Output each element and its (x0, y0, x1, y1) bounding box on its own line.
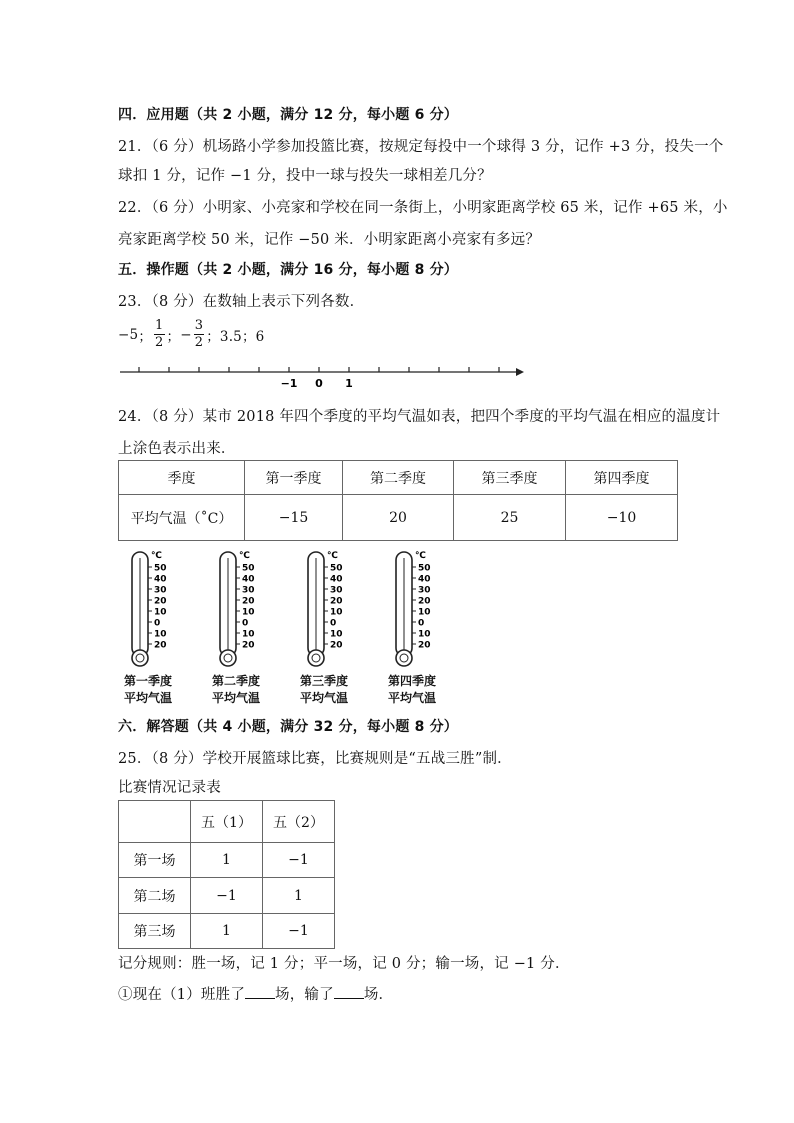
thermometer-label-line: 平均气温 (299, 691, 348, 705)
table-cell: 20 (343, 495, 454, 541)
table-cell: −1 (263, 914, 335, 949)
thermometer-label-line: 平均气温 (211, 691, 260, 705)
table-row (119, 495, 678, 541)
thermometer-tick-label: 10 (242, 629, 255, 640)
question-23-line-1: 23．（8 分）在数轴上表示下列各数． (118, 294, 365, 310)
question-25-sub-1 (118, 983, 393, 1004)
thermometer-label-line: 第四季度 (387, 674, 436, 688)
thermometer[interactable] (206, 548, 276, 670)
question-22-line-1: 22．（6 分）小明家、小亮家和学校在同一条街上，小明家距离学校 65 米，记作 +65 米，小 (118, 200, 728, 216)
thermometer-label-line: 第一季度 (123, 674, 172, 688)
answer-blank[interactable] (334, 984, 364, 999)
table-row-label: 第二场 (119, 878, 191, 914)
number-item: −5 (118, 326, 139, 343)
table-cell: −1 (263, 843, 335, 878)
table-cell: 1 (191, 914, 263, 949)
question-21-line-2: 球扣 1 分，记作 −1 分，投中一球与投失一球相差几分？ (118, 168, 492, 184)
table-row-label: 第三场 (119, 914, 191, 949)
thermometer-tick-label: 20 (242, 596, 255, 607)
thermometer-tick-label: 10 (154, 629, 167, 640)
separator: ； (138, 328, 153, 345)
thermometer-tick-label: 40 (418, 574, 431, 585)
arrow-right-icon (516, 368, 524, 376)
question-25-line-1: 25．（8 分）学校开展篮球比赛，比赛规则是“五战三胜”制． (118, 751, 512, 767)
number-line (118, 362, 528, 392)
thermometer-tick-label: 40 (242, 574, 255, 585)
thermometer-tick-label: 20 (154, 640, 167, 651)
table-header-cell: 五（1） (191, 801, 263, 843)
thermometer-tick-label: 20 (330, 596, 343, 607)
table-header-cell: 第二季度 (343, 461, 454, 495)
thermometer-tick-label: 20 (418, 640, 431, 651)
thermometer-tick-label: 10 (154, 607, 167, 618)
fraction-denominator: 2 (155, 335, 164, 350)
thermometer-tick-label: 0 (242, 618, 249, 629)
thermometer-unit: ℃ (327, 551, 338, 561)
thermometer-tick-label: 0 (418, 618, 425, 629)
table-cell: 1 (263, 878, 335, 914)
number-line-ticks (139, 367, 499, 372)
table-cell: −1 (191, 878, 263, 914)
section-heading: 六．解答题（共 4 小题，满分 32 分，每小题 8 分） (118, 719, 459, 735)
table-row-label: 平均气温（˚C） (119, 495, 245, 541)
thermometer-unit: ℃ (151, 551, 162, 561)
table-header-cell (119, 801, 191, 843)
thermometer-unit: ℃ (239, 551, 250, 561)
thermometer-tick-label: 20 (154, 596, 167, 607)
thermometer[interactable] (382, 548, 452, 670)
thermometer-tick-label: 10 (330, 607, 343, 618)
number-list (118, 318, 264, 351)
table-row (119, 878, 335, 914)
thermometer-label-line: 第二季度 (211, 674, 260, 688)
thermometer-bulb-core (400, 654, 408, 662)
thermometer[interactable] (294, 548, 364, 670)
thermometer-tick-label: 10 (330, 629, 343, 640)
thermometer-tick-label: 30 (154, 585, 167, 596)
sub-question-text: 场． (363, 987, 394, 1003)
axis-label: −1 (280, 377, 298, 390)
question-24-line-1: 24．（8 分）某市 2018 年四个季度的平均气温如表，把四个季度的平均气温在相应的温度计 (118, 409, 721, 425)
thermometer-tick-label: 50 (242, 563, 255, 574)
sub-question-text: 场，输了 (275, 987, 334, 1003)
thermometer-tick-label: 40 (330, 574, 343, 585)
thermometer-tick-label: 30 (330, 585, 343, 596)
question-21-line-1: 21．（6 分）机场路小学参加投篮比赛，按规定每投中一个球得 3 分，记作 +3 分，投失一个 (118, 139, 724, 155)
minus-sign: − (180, 326, 192, 343)
table-header-cell: 季度 (119, 461, 245, 495)
thermometer-label (377, 673, 447, 707)
separator: ； (166, 328, 181, 345)
thermometer-bulb-core (136, 654, 144, 662)
thermometer-label (289, 673, 359, 707)
thermometer-tick-label: 30 (418, 585, 431, 596)
section-heading: 五．操作题（共 2 小题，满分 16 分，每小题 8 分） (118, 262, 459, 278)
axis-label: 1 (345, 377, 353, 390)
thermometer-label-line: 平均气温 (387, 691, 436, 705)
thermometer-tick-label: 0 (154, 618, 161, 629)
thermometer-label (201, 673, 271, 707)
thermometer-unit: ℃ (415, 551, 426, 561)
thermometer-tick-label: 0 (330, 618, 337, 629)
table-cell: −10 (566, 495, 678, 541)
table-header-row (119, 801, 335, 843)
table-header-cell: 第三季度 (454, 461, 566, 495)
question-24-line-2: 上涂色表示出来． (118, 441, 236, 457)
table-cell: 1 (191, 843, 263, 878)
fraction-numerator: 1 (155, 318, 164, 333)
section-heading: 四．应用题（共 2 小题，满分 12 分，每小题 6 分） (118, 107, 459, 123)
temperature-table (118, 460, 678, 541)
thermometer-bulb-core (312, 654, 320, 662)
thermometer-label-line: 平均气温 (123, 691, 172, 705)
thermometer-tick-label: 20 (330, 640, 343, 651)
question-22-line-2: 亮家距离学校 50 米，记作 −50 米．小明家距离小亮家有多远？ (118, 232, 541, 248)
answer-blank[interactable] (245, 984, 275, 999)
thermometer-tick-label: 50 (154, 563, 167, 574)
thermometer-tick-label: 30 (242, 585, 255, 596)
table-header-cell: 五（2） (263, 801, 335, 843)
fraction-denominator: 2 (194, 335, 204, 350)
table-title: 比赛情况记录表 (118, 780, 221, 796)
thermometer-bulb-core (224, 654, 232, 662)
table-cell: 25 (454, 495, 566, 541)
thermometer-tick-label: 20 (418, 596, 431, 607)
thermometer-tick-label: 20 (242, 640, 255, 651)
match-record-table (118, 800, 335, 949)
table-row (119, 843, 335, 878)
axis-label: 0 (315, 377, 323, 390)
table-header-cell: 第四季度 (566, 461, 678, 495)
table-header-row (119, 461, 678, 495)
table-header-cell: 第一季度 (245, 461, 343, 495)
fraction-one-half (154, 318, 164, 351)
thermometer[interactable] (118, 548, 188, 670)
thermometer-tick-label: 40 (154, 574, 167, 585)
number-item: ；3.5；6 (206, 328, 265, 345)
thermometer-tick-label: 50 (330, 563, 343, 574)
thermometer-tick-label: 50 (418, 563, 431, 574)
table-row-label: 第一场 (119, 843, 191, 878)
table-cell: −15 (245, 495, 343, 541)
fraction-numerator: 3 (194, 318, 204, 333)
thermometer-label (113, 673, 183, 707)
thermometer-label-line: 第三季度 (299, 674, 348, 688)
thermometer-tick-label: 10 (418, 607, 431, 618)
scoring-rule: 记分规则：胜一场，记 1 分；平一场，记 0 分；输一场，记 −1 分． (118, 956, 570, 972)
table-row (119, 914, 335, 949)
fraction-three-halves (194, 318, 204, 351)
sub-question-text: ①现在（1）班胜了 (118, 987, 246, 1003)
thermometer-tick-label: 10 (418, 629, 431, 640)
thermometer-tick-label: 10 (242, 607, 255, 618)
